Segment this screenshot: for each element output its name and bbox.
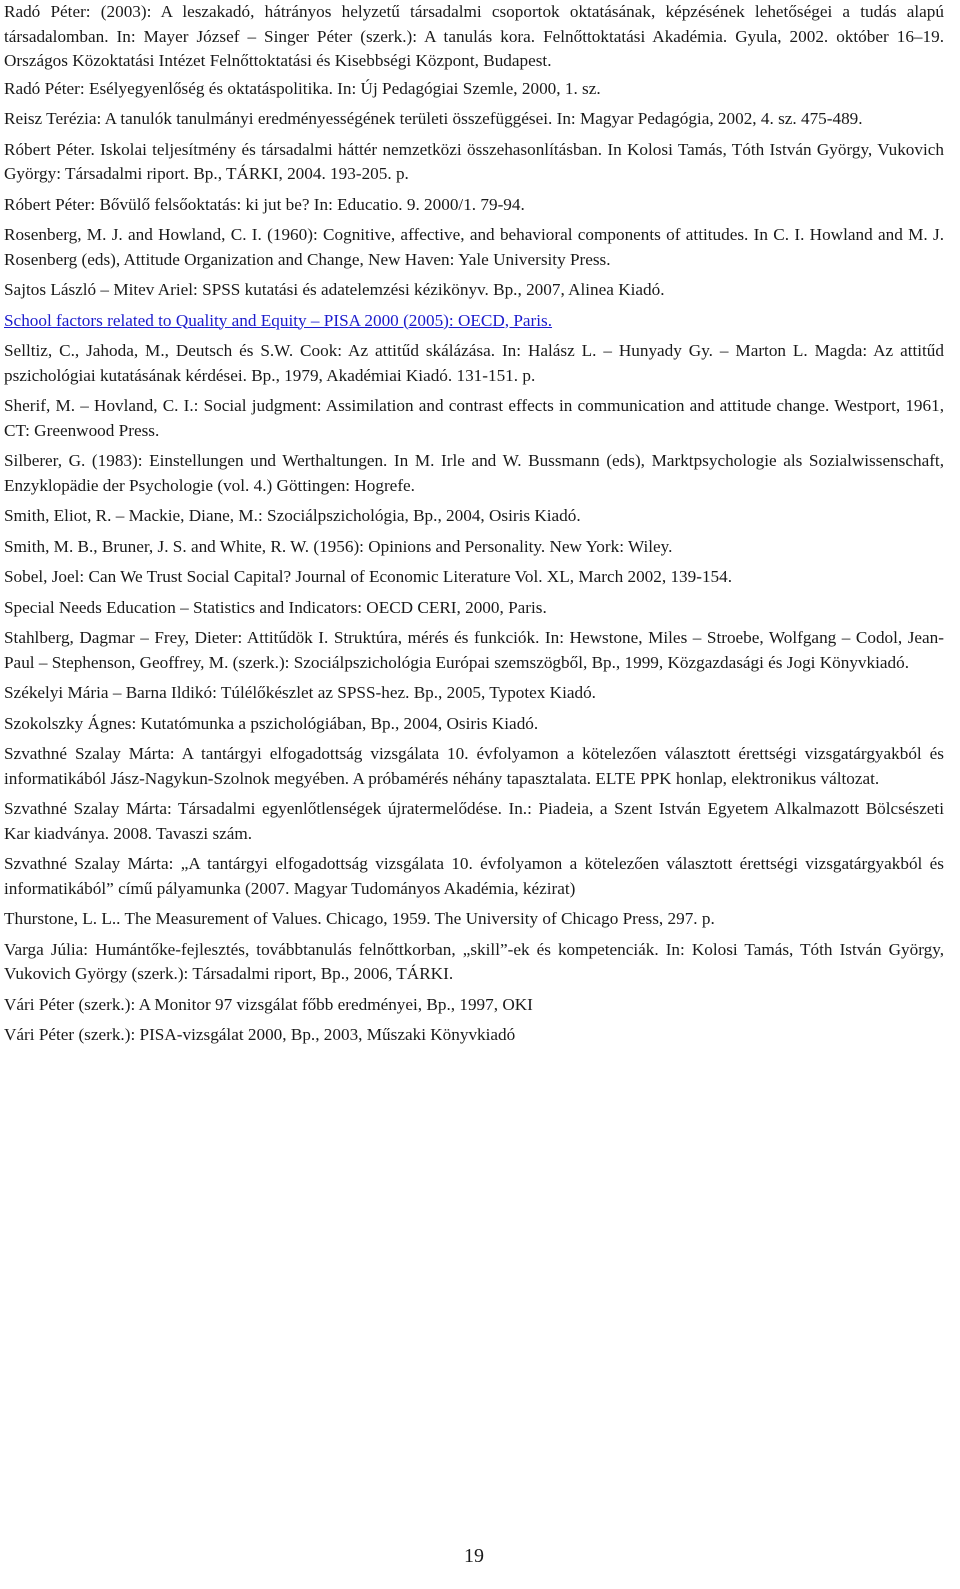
reference-item: Róbert Péter: Bővülő felsőoktatás: ki jut be? In: Educatio. 9. 2000/1. 79-94. xyxy=(4,194,525,214)
bibliography xyxy=(4,0,944,1054)
reference-item: Selltiz, C., Jahoda, M., Deutsch és S.W. Cook: Az attitűd skálázása. In: Halász L. – Hunyady Gy. – Marton L. Magda: Az attitűd pszichológiai kutatásának kérdései. Bp., 1979, Akadémiai Kiadó. 131-151. p. xyxy=(4,341,944,385)
reference-item: Smith, Eliot, R. – Mackie, Diane, M.: Szociálpszichológia, Bp., 2004, Osiris Kiadó. xyxy=(4,506,581,525)
reference-item: Rosenberg, M. J. and Howland, C. I. (1960): Cognitive, affective, and behavioral components of attitudes. In C. I. Howland and M. J. Rosenberg (eds), Attitude Organization and Change, New Haven: Yale University Press. xyxy=(4,225,944,269)
reference-item: Székelyi Mária – Barna Ildikó: Túlélőkészlet az SPSS-hez. Bp., 2005, Typotex Kiadó. xyxy=(4,683,596,702)
reference-item: Vári Péter (szerk.): PISA-vizsgálat 2000, Bp., 2003, Műszaki Könyvkiadó xyxy=(4,1025,516,1044)
reference-item: Stahlberg, Dagmar – Frey, Dieter: Attitűdök I. Struktúra, mérés és funkciók. In: Hewstone, Miles – Stroebe, Wolfgang – Codol, Jean-Paul – Stephenson, Geoffrey, M. (szerk.): Szociálpszichológia Európai szemszögből, Bp., 1999, Közgazdasági és Jogi Könyvkiadó. xyxy=(4,628,944,672)
reference-item: Szvathné Szalay Márta: A tantárgyi elfogadottság vizsgálata 10. évfolyamon a kötelezően választott érettségi vizsgatárgyakból és informatikából Jász-Nagykun-Szolnok megyében. A próbamérés néhány tapasztalata. ELTE PPK honlap, elektronikus változat. xyxy=(4,744,944,788)
reference-item: Szokolszky Ágnes: Kutatómunka a pszichológiában, Bp., 2004, Osiris Kiadó. xyxy=(4,713,539,733)
reference-item: Szvathné Szalay Márta: Társadalmi egyenlőtlenségek újratermelődése. In.: Piadeia, a Szent István Egyetem Alkalmazott Bölcsészeti Kar kiadványa. 2008. Tavaszi szám. xyxy=(4,799,944,843)
reference-item: Sherif, M. – Hovland, C. I.: Social judgment: Assimilation and contrast effects in communication and attitude change. Westport, 1961, CT: Greenwood Press. xyxy=(4,396,944,440)
reference-item: Vári Péter (szerk.): A Monitor 97 vizsgálat főbb eredményei, Bp., 1997, OKI xyxy=(4,994,533,1014)
reference-item: Silberer, G. (1983): Einstellungen und Werthaltungen. In M. Irle and W. Bussmann (eds), Marktpsychologie als Sozialwissenschaft, Enzyklopädie der Psychologie (vol. 4.) Göttingen: Hogrefe. xyxy=(4,451,944,495)
reference-item: Varga Júlia: Humántőke-fejlesztés, továbbtanulás felnőttkorban, „skill”-ek és kompetenciák. In: Kolosi Tamás, Tóth István György, Vukovich György (szerk.): Társadalmi riport, Bp., 2006, TÁRKI. xyxy=(4,939,944,983)
reference-item: Radó Péter: Esélyegyenlőség és oktatáspolitika. In: Új Pedagógiai Szemle, 2000, 1. sz. xyxy=(4,78,601,98)
reference-item: Sobel, Joel: Can We Trust Social Capital? Journal of Economic Literature Vol. XL, March 2002, 139-154. xyxy=(4,567,733,586)
reference-item: Thurstone, L. L.. The Measurement of Values. Chicago, 1959. The University of Chicago Press, 297. p. xyxy=(4,909,715,928)
reference-item: Radó Péter: (2003): A leszakadó, hátrányos helyzetű társadalmi csoportok oktatásának, képzésének lehetőségei a tudás alapú társadalomban. In: Mayer József – Singer Péter (szerk.): A tanulás kora. Felnőttoktatási Akadémia. Gyula, 2002. október 16–19. Országos Közoktatási Intézet Felnőttoktatási és Kisebbségi Központ, Budapest. xyxy=(4,2,944,70)
page-number: 19 xyxy=(464,1545,484,1567)
reference-item-link xyxy=(4,309,944,334)
reference-item: Special Needs Education – Statistics and Indicators: OECD CERI, 2000, Paris. xyxy=(4,597,547,617)
reference-item: Róbert Péter. Iskolai teljesítmény és társadalmi háttér nemzetközi összehasonlításban. In Kolosi Tamás, Tóth István György, Vukovich György: Társadalmi riport. Bp., TÁRKI, 2004. 193-205. p. xyxy=(4,139,944,183)
reference-item: Reisz Terézia: A tanulók tanulmányi eredményességének területi összefüggései. In: Magyar Pedagógia, 2002, 4. sz. 475-489. xyxy=(4,109,863,128)
reference-item: Sajtos László – Mitev Ariel: SPSS kutatási és adatelemzési kézikönyv. Bp., 2007, Alinea Kiadó. xyxy=(4,280,665,299)
reference-item: Smith, M. B., Bruner, J. S. and White, R. W. (1956): Opinions and Personality. New York: Wiley. xyxy=(4,536,673,556)
reference-item: Szvathné Szalay Márta: „A tantárgyi elfogadottság vizsgálata 10. évfolyamon a kötelezően választott érettségi vizsgatárgyakból és informatikából” című pályamunka (2007. Magyar Tudományos Akadémia, kézirat) xyxy=(4,854,944,898)
oecd-pisa-link[interactable]: School factors related to Quality and Equity – PISA 2000 (2005): OECD, Paris. xyxy=(4,310,553,330)
